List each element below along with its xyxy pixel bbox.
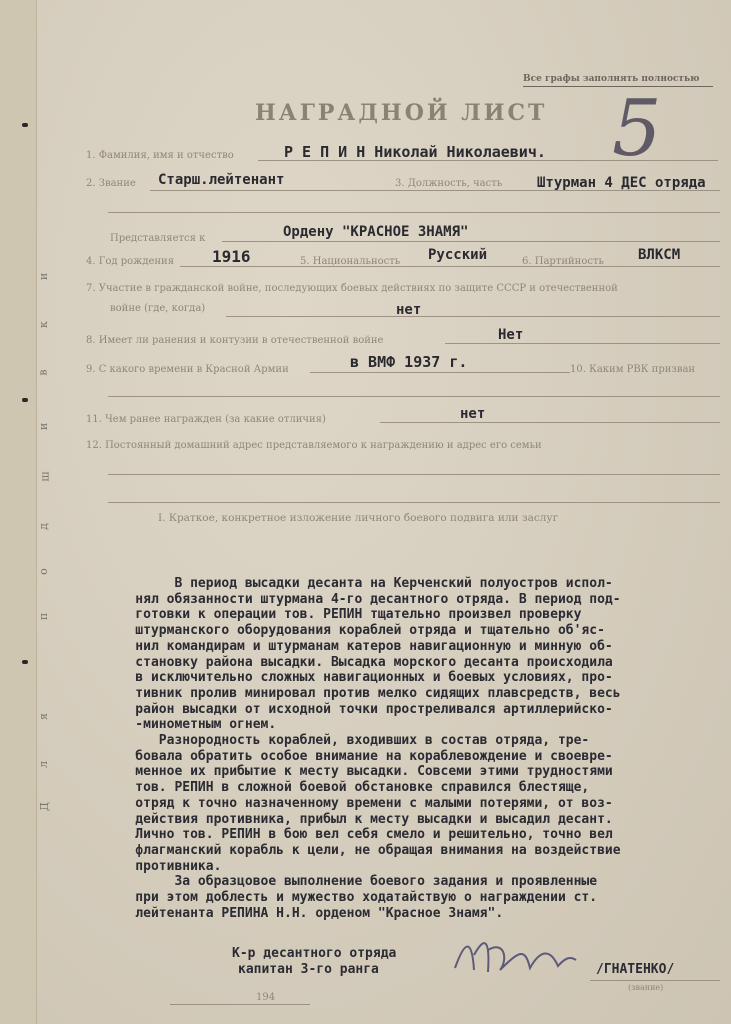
field-8-value: Нет xyxy=(498,327,524,343)
side-letter: к xyxy=(36,321,50,328)
narrative-line: тивник пролив минировал против мелко сидящих плавсредств, весь xyxy=(104,685,621,701)
narrative-line: менное их прибытие к месту высадки. Совсеми этими трудностями xyxy=(104,764,613,780)
side-letter: о xyxy=(36,568,50,575)
field-8-line xyxy=(445,343,720,344)
field-9-label: 9. С какого времени в Красной Армии xyxy=(86,364,289,375)
field-6-label: 6. Партийность xyxy=(522,256,604,267)
section-heading: I. Краткое, конкретное изложение личного боевого подвига или заслуг xyxy=(158,512,559,524)
narrative-line: -минометным огнем. xyxy=(104,717,277,733)
signature-line-2: капитан 3-го ранга xyxy=(238,962,379,977)
field-3-label: 3. Должность, часть xyxy=(395,178,503,189)
narrative-line: тов. РЕПИН в сложной боевой обстановке справился блестяще, xyxy=(104,780,590,796)
narrative-line: готовки к операции тов. РЕПИН тщательно произвел проверку xyxy=(104,607,582,623)
field-11-line xyxy=(380,422,720,423)
field-5-value: Русский xyxy=(428,247,488,263)
side-letter: д xyxy=(36,523,50,530)
narrative-line: штурманского оборудования кораблей отряда и тщательно об'яс- xyxy=(104,623,605,639)
field-4-value: 1916 xyxy=(212,247,251,266)
side-letter: Д xyxy=(37,802,51,811)
narrative-line: Лично тов. РЕПИН в бою вел себя смело и решительно, точно вел xyxy=(104,827,613,843)
field-11-label: 11. Чем ранее награжден (за какие отличия) xyxy=(86,414,326,425)
side-letter: я xyxy=(36,713,50,720)
side-margin-text xyxy=(36,270,60,811)
field-3-extra-line xyxy=(108,212,720,213)
field-1-value: Р Е П И Н Николай Николаевич. xyxy=(284,143,546,161)
side-letter: в xyxy=(36,369,50,376)
side-letter: ш xyxy=(38,471,52,482)
field-10-line xyxy=(108,396,720,397)
side-letter: и xyxy=(37,272,51,281)
narrative-line: действия противника, прибыл к месту высадки и высадил десант. xyxy=(104,811,613,827)
side-letter: п xyxy=(37,612,51,621)
field-2-label: 2. Звание xyxy=(86,178,136,189)
field-9-line xyxy=(310,372,570,373)
field-7-label: 7. Участие в гражданской войне, последующих боевых действиях по защите СССР и отечественной xyxy=(86,283,618,294)
signature-name-line xyxy=(590,980,720,981)
field-12-line-1 xyxy=(108,474,720,475)
side-letter: л xyxy=(37,761,50,768)
field-7-value: нет xyxy=(396,302,422,318)
field-12-label: 12. Постоянный домашний адрес представляемого к награждению и адрес его семьи xyxy=(86,440,542,451)
notice-text: Все графы заполнять полностью xyxy=(523,74,700,84)
signature-caption: (звание) xyxy=(628,983,664,992)
date-line xyxy=(170,1004,310,1005)
field-8-label: 8. Имеет ли ранения и контузии в отечественной войне xyxy=(86,335,384,346)
narrative-line: нил командирам и штурманам катеров навигационную и минную об- xyxy=(104,638,613,654)
field-7-line xyxy=(226,316,720,317)
field-10-label: 10. Каким РВК призван xyxy=(570,364,696,375)
signature-name: /ГНАТЕНКО/ xyxy=(596,962,675,977)
narrative-line: район высадки от исходной точки простреливался артиллерийско- xyxy=(104,701,613,717)
presented-value: Ордену "КРАСНОЕ ЗНАМЯ" xyxy=(283,224,469,240)
binding-margin xyxy=(0,0,37,1024)
field-3-value: Штурман 4 ДЕС отряда xyxy=(537,175,706,191)
field-7-label-2: войне (где, когда) xyxy=(110,303,206,314)
field-9-value: в ВМФ 1937 г. xyxy=(350,353,468,371)
side-letter: и xyxy=(37,422,51,431)
field-4-label: 4. Год рождения xyxy=(86,256,175,267)
page-title: НАГРАДНОЙ ЛИСТ xyxy=(255,100,548,126)
narrative-line: лейтенанта РЕПИНА Н.Н. орденом "Красное Знамя". xyxy=(104,905,504,921)
narrative-line: В период высадки десанта на Керченский полуостров испол- xyxy=(104,576,613,591)
field-6-value: ВЛКСМ xyxy=(638,247,681,263)
narrative-line: флагманский корабль к цели, не обращая внимания на воздействие xyxy=(104,842,621,858)
field-4-6-line xyxy=(180,266,720,267)
presented-line xyxy=(222,241,720,242)
narrative-line: нял обязанности штурмана 4-го десантного отряда. В период под- xyxy=(104,591,621,607)
handwritten-signature xyxy=(450,930,580,980)
narrative-line: становку района высадки. Высадка морского десанта происходила xyxy=(104,654,613,670)
field-5-label: 5. Национальность xyxy=(300,256,401,267)
narrative-text xyxy=(104,576,724,921)
date-field: 194 xyxy=(256,992,276,1003)
narrative-line: противника. xyxy=(104,858,222,874)
field-2-value: Старш.лейтенант xyxy=(158,172,285,188)
narrative-line: Разнородность кораблей, входивших в состав отряда, тре- xyxy=(104,733,590,749)
narrative-line: За образцовое выполнение боевого задания и проявленные xyxy=(104,874,598,890)
field-1-line xyxy=(258,160,718,161)
field-2-line xyxy=(150,190,720,191)
narrative-line: в исключительно сложных навигационных и боевых условиях, про- xyxy=(104,670,613,686)
handwritten-number: 5 xyxy=(612,84,662,174)
field-11-value: нет xyxy=(460,406,486,422)
narrative-line: при этом доблесть и мужество ходатайствую о награждении ст. xyxy=(104,890,598,906)
presented-label: Представляется к xyxy=(110,233,206,244)
field-1-label: 1. Фамилия, имя и отчество xyxy=(86,150,234,161)
signature-line-1: К-р десантного отряда xyxy=(232,946,397,961)
field-12-line-2 xyxy=(108,502,720,503)
narrative-line: отряд к точно назначенному времени с малыми потерями, от воз- xyxy=(104,795,613,811)
narrative-line: бовала обратить особое внимание на кораблевождение и своевре- xyxy=(104,748,613,764)
